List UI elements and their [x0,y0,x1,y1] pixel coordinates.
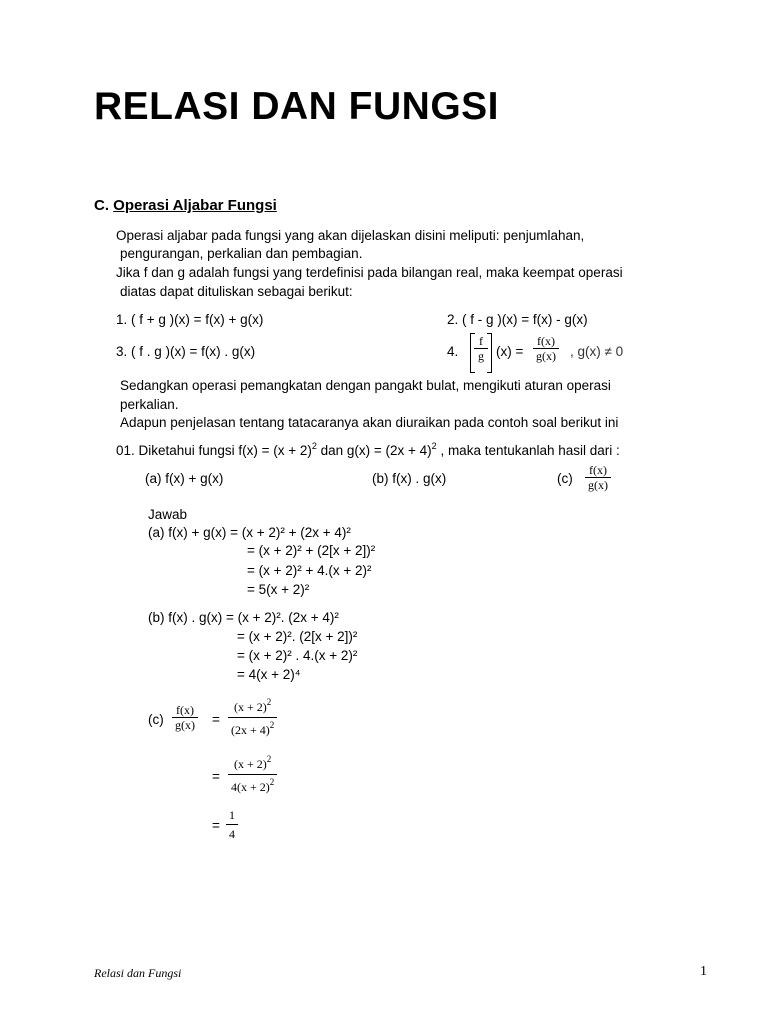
answer-c-eq-1: = [212,712,220,727]
answer-a-line-3: = (x + 2)² + 4.(x + 2)² [247,563,372,578]
answer-a-line-4: = 5(x + 2)² [247,582,310,597]
answer-c-eq-2: = [212,769,220,784]
operation-difference: 2. ( f - g )(x) = f(x) - g(x) [447,312,588,327]
part-c-question-fraction: f(x) g(x) [585,463,611,492]
para2-line-1: Sedangkan operasi pemangkatan dengan pangakt bulat, mengikuti aturan operasi [120,378,611,393]
answer-c-fraction-2: $(x + 2)^2$ $4(x + 2)^2$ [228,757,277,794]
fg-fraction [474,334,488,363]
page-number: 1 [700,964,707,979]
quotient-condition: , g(x) ≠ 0 [570,344,624,359]
answer-heading: Jawab [148,507,188,522]
example-question: 01. Diketahui fungsi $f(x) = (x + 2)^2$ dan $g(x) = (2x + 4)^2$ , maka tentukanlah hasil dari : [116,441,620,458]
intro-line-4: diatas dapat dituliskan sebagai berikut: [120,284,353,299]
section-prefix: C. [94,197,109,214]
answer-b-line-3: = (x + 2)² . 4.(x + 2)² [237,648,358,663]
intro-line-1: Operasi aljabar pada fungsi yang akan dijelaskan disini meliputi: penjumlahan, [116,228,585,243]
para2-line-2: perkalian. [120,397,179,412]
para2-line-3: Adapun penjelasan tentang tatacaranya akan diuraikan pada contoh soal berikut ini [120,415,619,430]
part-b-question: (b) f(x) . g(x) [372,471,447,486]
answer-c-label: (c) [148,712,164,727]
quotient-denominator: g(x) [536,349,556,363]
f-label: f [479,334,483,348]
answer-b-line-2: = (x + 2)². (2[x + 2])² [237,629,358,644]
part-a-question: (a) f(x) + g(x) [145,471,224,486]
quotient-numerator: f(x) [537,334,555,348]
answer-c-eq-3: = [212,818,220,833]
quotient-equals: (x) = [496,344,524,359]
quotient-fraction [533,334,559,363]
answer-b-line-1: (b) f(x) . g(x) = (x + 2)². (2x + 4)² [148,610,339,625]
section-heading [94,197,277,214]
answer-c-fraction-3: 1 4 [226,808,238,841]
page-title: RELASI DAN FUNGSI [94,85,500,128]
answer-c-fraction-1: $(x + 2)^2$ $(2x + 4)^2$ [228,700,277,737]
intro-line-2: pengurangan, perkalian dan pembagian. [120,246,363,261]
g-label: g [478,349,484,363]
operation-sum: 1. ( f + g )(x) = f(x) + g(x) [116,312,264,327]
answer-c-lhs-fraction: f(x) g(x) [172,703,198,732]
operation-product: 3. ( f . g )(x) = f(x) . g(x) [116,344,256,359]
answer-b-line-4: = 4(x + 2)⁴ [237,667,301,682]
answer-a-line-2: = (x + 2)² + (2[x + 2])² [247,543,376,558]
footer-title: Relasi dan Fungsi [94,966,182,980]
answer-a-line-1: (a) f(x) + g(x) = (x + 2)² + (2x + 4)² [148,525,351,540]
section-title: Operasi Aljabar Fungsi [113,197,277,214]
operation-quotient-number: 4. [447,344,459,359]
intro-line-3: Jika f dan g adalah fungsi yang terdefinisi pada bilangan real, maka keempat operasi [116,265,623,280]
part-c-question-label: (c) [557,471,573,486]
